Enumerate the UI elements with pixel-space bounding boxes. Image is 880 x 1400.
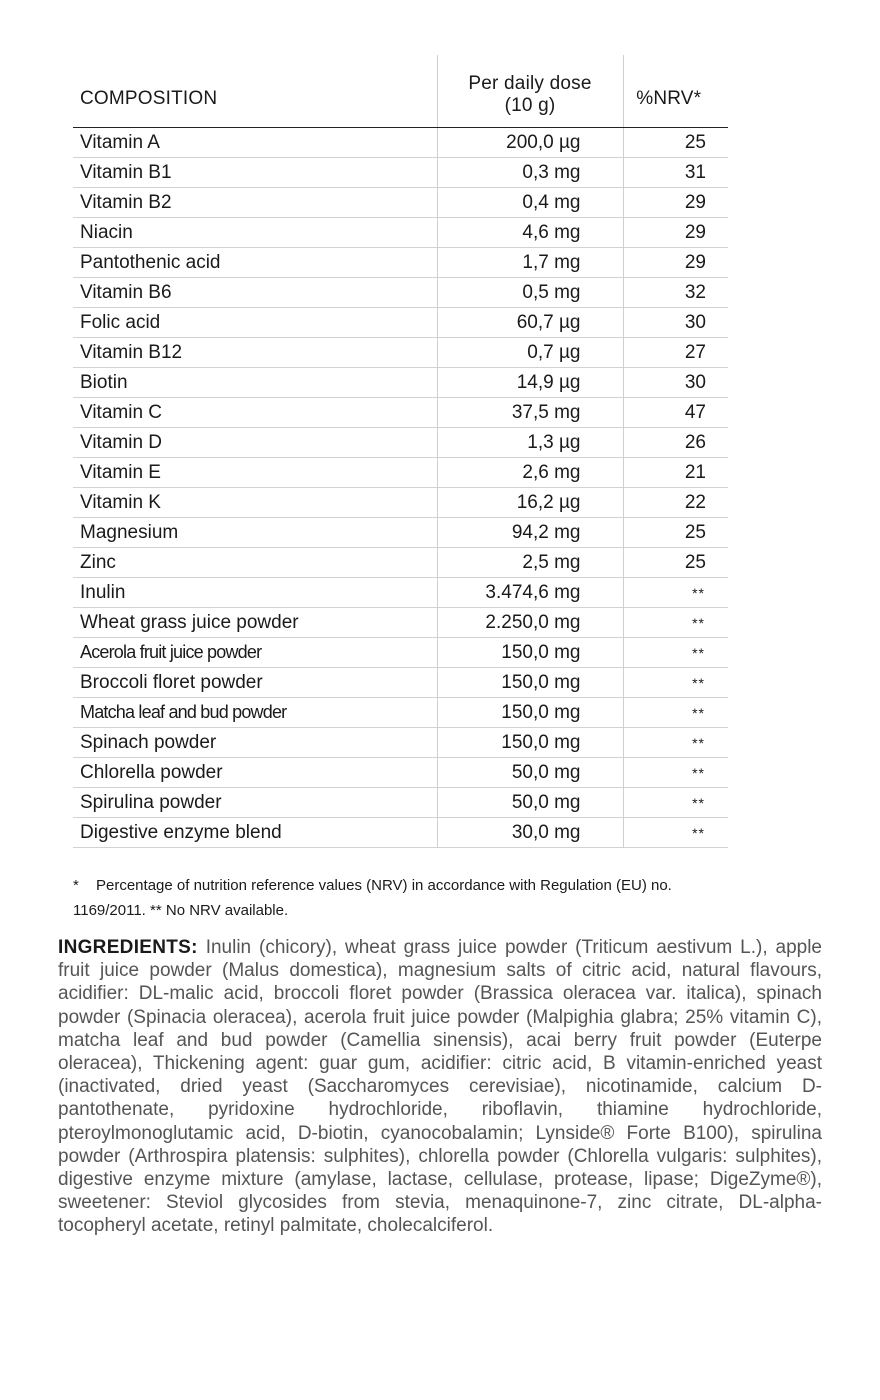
nrv-percent: ** [623, 728, 728, 758]
nrv-percent: 29 [623, 248, 728, 278]
amount-per-dose: 200,0 µg [437, 128, 623, 158]
amount-per-dose: 30,0 mg [437, 818, 623, 848]
header-composition-label: COMPOSITION [80, 88, 218, 109]
amount-per-dose: 4,6 mg [437, 218, 623, 248]
nutrient-name: Vitamin B12 [73, 338, 437, 368]
nutrient-name: Pantothenic acid [73, 248, 437, 278]
nrv-percent: 29 [623, 218, 728, 248]
nutrient-name: Vitamin K [73, 488, 437, 518]
table-row [73, 638, 728, 668]
nutrient-name: Wheat grass juice powder [73, 608, 437, 638]
ingredients-paragraph [58, 936, 822, 1238]
table-row [73, 488, 728, 518]
header-nrv [623, 55, 728, 128]
nutrient-name: Digestive enzyme blend [73, 818, 437, 848]
nrv-percent: ** [623, 608, 728, 638]
nutrient-name: Biotin [73, 368, 437, 398]
nutrient-name: Vitamin D [73, 428, 437, 458]
nutrient-name: Vitamin B2 [73, 188, 437, 218]
amount-per-dose: 150,0 mg [437, 728, 623, 758]
amount-per-dose: 1,3 µg [437, 428, 623, 458]
nrv-percent: 30 [623, 308, 728, 338]
table-row [73, 308, 728, 338]
table-row [73, 158, 728, 188]
composition-table-body [73, 128, 728, 848]
nrv-percent: ** [623, 638, 728, 668]
nrv-percent: 21 [623, 458, 728, 488]
table-row [73, 518, 728, 548]
table-row [73, 818, 728, 848]
nutrient-name: Spirulina powder [73, 788, 437, 818]
footnote-line1 [73, 873, 793, 898]
amount-per-dose: 0,3 mg [437, 158, 623, 188]
table-row [73, 188, 728, 218]
header-nrv-label: %NRV* [636, 88, 702, 109]
table-row [73, 338, 728, 368]
table-row [73, 578, 728, 608]
nrv-percent: 25 [623, 518, 728, 548]
amount-per-dose: 14,9 µg [437, 368, 623, 398]
footnote-text-line2: 1169/2011. ** No NRV available. [73, 902, 289, 919]
nutrient-name: Magnesium [73, 518, 437, 548]
nrv-percent: ** [623, 668, 728, 698]
table-row [73, 608, 728, 638]
nrv-percent: 25 [623, 548, 728, 578]
amount-per-dose: 50,0 mg [437, 758, 623, 788]
table-row [73, 278, 728, 308]
nutrient-name: Matcha leaf and bud powder [73, 698, 437, 728]
amount-per-dose: 150,0 mg [437, 698, 623, 728]
amount-per-dose: 0,5 mg [437, 278, 623, 308]
amount-per-dose: 16,2 µg [437, 488, 623, 518]
ingredients-text: Inulin (chicory), wheat grass juice powder (Triticum aestivum L.), apple fruit juice powder (Malus domestica), magnesium salts of citric acid, natural flavours, acidifier: DL-malic acid, broccoli floret powder (Brassica oleracea var. italica), spinach powder (Spinacia oleracea), acerola fruit juice powder (Malpighia glabra; 25% vitamin C), matcha leaf and bud powder (Camellia sinensis), acai berry fruit powder (Euterpe oleracea), Thickening agent: guar gum, acidifier: citric acid, B vitamin-enriched yeast (inactivated, dried yeast (Saccharomyces cerevisiae), nicotinamide, calcium D-pantothenate, pyridoxine hydrochloride, riboflavin, thiamine hydrochloride, pteroylmonoglutamic acid, D-biotin, cyanocobalamin; Lynside® Forte B100), spirulina powder (Arthrospira platensis: sulphites), chlorella powder (Chlorella vulgaris: sulphites), digestive enzyme mixture (amylase, lactase, cellulase, protease, lipase; DigeZyme®), sweetener: Steviol glycosides from stevia, menaquinone-7, zinc citrate, DL-alpha-tocopheryl acetate, retinyl palmitate, cholecalciferol. [58, 937, 822, 1237]
nrv-percent: ** [623, 578, 728, 608]
table-row [73, 548, 728, 578]
nutrient-name: Broccoli floret powder [73, 668, 437, 698]
table-row [73, 698, 728, 728]
table-row [73, 758, 728, 788]
header-per-dose-line2: (10 g) [504, 95, 556, 116]
amount-per-dose: 37,5 mg [437, 398, 623, 428]
nutrient-name: Inulin [73, 578, 437, 608]
table-row [73, 728, 728, 758]
nrv-percent: ** [623, 758, 728, 788]
nrv-footnote [73, 873, 793, 923]
nrv-percent: ** [623, 788, 728, 818]
amount-per-dose: 150,0 mg [437, 638, 623, 668]
composition-table [73, 55, 728, 848]
nutrient-name: Vitamin B6 [73, 278, 437, 308]
table-row [73, 428, 728, 458]
footnote-text-line1: Percentage of nutrition reference values (NRV) in accordance with Regulation (EU) no. [96, 877, 672, 894]
table-row [73, 368, 728, 398]
table-header-row [73, 55, 728, 128]
amount-per-dose: 94,2 mg [437, 518, 623, 548]
nutrient-name: Spinach powder [73, 728, 437, 758]
nrv-percent: 27 [623, 338, 728, 368]
header-per-daily-dose [437, 55, 623, 128]
table-row [73, 398, 728, 428]
nrv-percent: 29 [623, 188, 728, 218]
amount-per-dose: 3.474,6 mg [437, 578, 623, 608]
ingredients-title: INGREDIENTS: [58, 937, 198, 958]
amount-per-dose: 60,7 µg [437, 308, 623, 338]
amount-per-dose: 0,7 µg [437, 338, 623, 368]
nrv-percent: 26 [623, 428, 728, 458]
composition-table-container [73, 55, 728, 848]
nrv-percent: ** [623, 818, 728, 848]
table-row [73, 248, 728, 278]
footnote-asterisk: * [73, 877, 79, 894]
amount-per-dose: 2,6 mg [437, 458, 623, 488]
nrv-percent: ** [623, 698, 728, 728]
nutrient-name: Vitamin C [73, 398, 437, 428]
amount-per-dose: 1,7 mg [437, 248, 623, 278]
table-row [73, 128, 728, 158]
amount-per-dose: 0,4 mg [437, 188, 623, 218]
nrv-percent: 32 [623, 278, 728, 308]
amount-per-dose: 150,0 mg [437, 668, 623, 698]
header-per-dose-line1: Per daily dose [468, 73, 592, 94]
nutrient-name: Vitamin B1 [73, 158, 437, 188]
nrv-percent: 25 [623, 128, 728, 158]
amount-per-dose: 2.250,0 mg [437, 608, 623, 638]
header-composition [73, 55, 437, 128]
table-row [73, 788, 728, 818]
nutrient-name: Niacin [73, 218, 437, 248]
nutrient-name: Chlorella powder [73, 758, 437, 788]
table-row [73, 458, 728, 488]
nrv-percent: 30 [623, 368, 728, 398]
amount-per-dose: 50,0 mg [437, 788, 623, 818]
nrv-percent: 31 [623, 158, 728, 188]
nrv-percent: 22 [623, 488, 728, 518]
nutrient-name: Vitamin A [73, 128, 437, 158]
nutrient-name: Zinc [73, 548, 437, 578]
table-row [73, 668, 728, 698]
nrv-percent: 47 [623, 398, 728, 428]
nutrient-name: Vitamin E [73, 458, 437, 488]
nutrient-name: Acerola fruit juice powder [73, 638, 437, 668]
table-row [73, 218, 728, 248]
amount-per-dose: 2,5 mg [437, 548, 623, 578]
nutrient-name: Folic acid [73, 308, 437, 338]
